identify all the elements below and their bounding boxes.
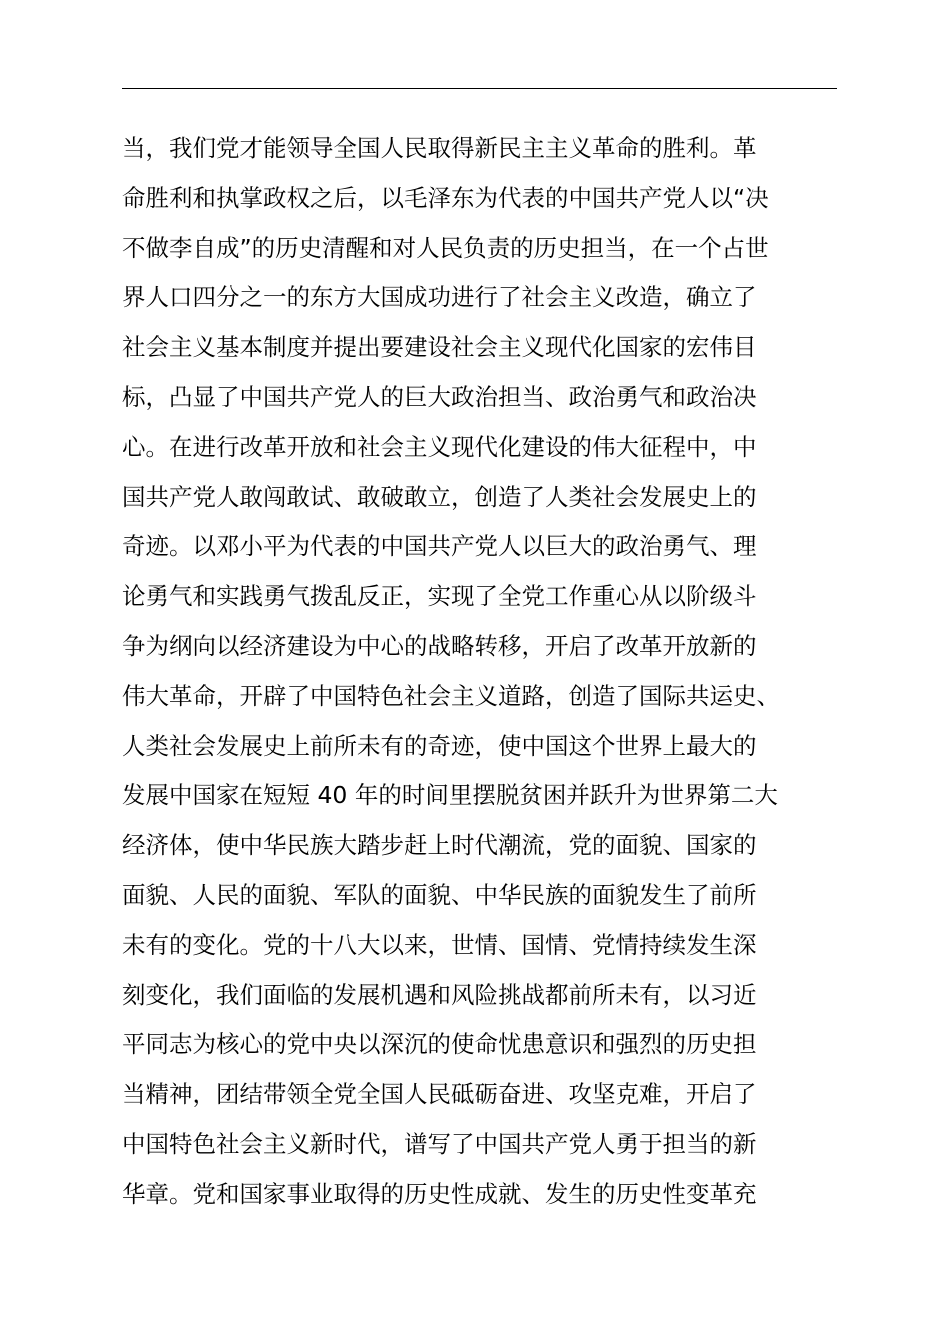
text-line: 当，我们党才能领导全国人民取得新民主主义革命的胜利。革 bbox=[122, 134, 757, 162]
text-line: 社会主义基本制度并提出要建设社会主义现代化国家的宏伟目 bbox=[122, 333, 757, 362]
text-line: 人类社会发展史上前所未有的奇迹，使中国这个世界上最大的 bbox=[122, 731, 757, 760]
text-line: 发展中国家在短短 40 年的时间里摆脱贫困并跃升为世界第二大 bbox=[122, 781, 778, 810]
text-line: 不做李自成”的历史清醒和对人民负责的历史担当，在一个占世 bbox=[122, 233, 769, 262]
text-line: 未有的变化。党的十八大以来，世情、国情、党情持续发生深 bbox=[122, 930, 757, 959]
text-line: 论勇气和实践勇气拨乱反正，实现了全党工作重心从以阶级斗 bbox=[122, 582, 757, 611]
text-line: 国共产党人敢闯敢试、敢破敢立，创造了人类社会发展史上的 bbox=[122, 482, 757, 511]
text-line: 当精神，团结带领全党全国人民砥砺奋进、攻坚克难，开启了 bbox=[122, 1080, 757, 1109]
text-line: 命胜利和执掌政权之后，以毛泽东为代表的中国共产党人以“决 bbox=[122, 183, 769, 212]
text-line: 伟大革命，开辟了中国特色社会主义道路，创造了国际共运史、 bbox=[122, 681, 780, 710]
text-line: 华章。党和国家事业取得的历史性成就、发生的历史性变革充 bbox=[122, 1179, 757, 1208]
text-line: 中国特色社会主义新时代，谱写了中国共产党人勇于担当的新 bbox=[122, 1129, 757, 1158]
text-line: 刻变化，我们面临的发展机遇和风险挑战都前所未有，以习近 bbox=[122, 980, 757, 1009]
text-line: 平同志为核心的党中央以深沉的使命忧患意识和强烈的历史担 bbox=[122, 1030, 757, 1059]
text-line: 标，凸显了中国共产党人的巨大政治担当、政治勇气和政治决 bbox=[122, 382, 757, 411]
text-line: 面貌、人民的面貌、军队的面貌、中华民族的面貌发生了前所 bbox=[122, 880, 757, 909]
text-line: 奇迹。以邓小平为代表的中国共产党人以巨大的政治勇气、理 bbox=[122, 532, 757, 561]
text-line: 争为纲向以经济建设为中心的战略转移，开启了改革开放新的 bbox=[122, 631, 757, 660]
text-line: 心。在进行改革开放和社会主义现代化建设的伟大征程中，中 bbox=[122, 432, 757, 461]
text-line: 经济体，使中华民族大踏步赶上时代潮流，党的面貌、国家的 bbox=[122, 831, 757, 860]
text-line: 界人口四分之一的东方大国成功进行了社会主义改造，确立了 bbox=[122, 283, 757, 312]
body-text bbox=[122, 124, 882, 1220]
header-rule bbox=[122, 88, 837, 89]
